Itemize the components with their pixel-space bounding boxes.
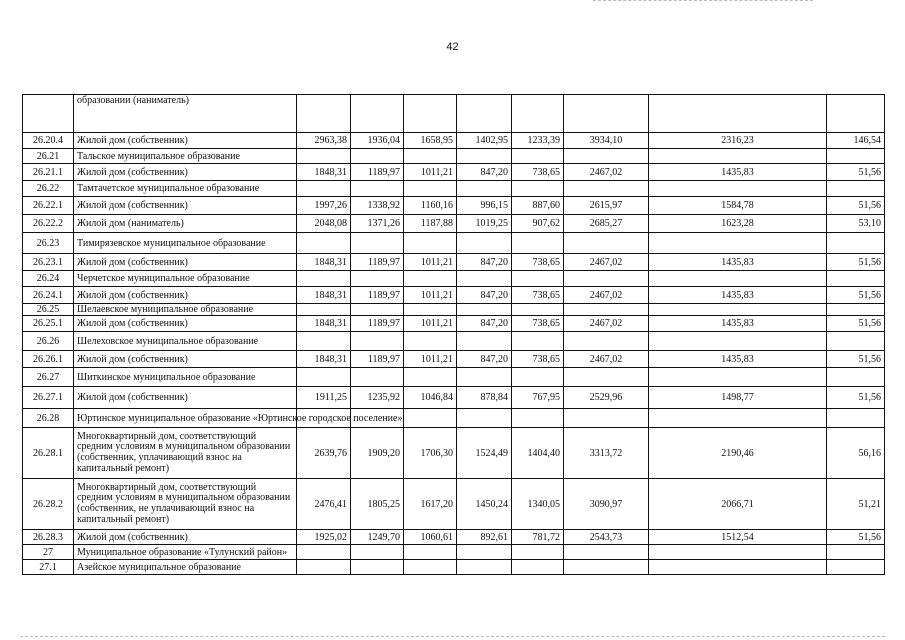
value-cell <box>649 545 827 560</box>
municipality-row <box>23 149 885 164</box>
value-cell: 1189,97 <box>351 316 404 332</box>
value-cell <box>404 332 457 351</box>
value-cell: 1011,21 <box>404 164 457 181</box>
value-cell: 1160,16 <box>404 197 457 215</box>
value-cell: 1524,49 <box>457 428 512 479</box>
row-name: Жилой дом (наниматель) <box>74 215 297 233</box>
row-code: 26.21.1 <box>23 164 74 181</box>
value-cell: 3934,10 <box>564 133 649 149</box>
value-cell: 2467,02 <box>564 351 649 368</box>
value-cell: 1404,40 <box>512 428 564 479</box>
row-name: Муниципальное образование «Тулунский район» <box>74 545 297 560</box>
value-cell: 51,56 <box>827 164 885 181</box>
value-cell <box>512 271 564 287</box>
value-cell: 2529,96 <box>564 387 649 409</box>
scan-edge-top <box>593 0 813 2</box>
value-cell <box>457 560 512 575</box>
value-cell <box>649 368 827 387</box>
row-name: Жилой дом (собственник) <box>74 254 297 271</box>
value-cell: 887,60 <box>512 197 564 215</box>
value-cell <box>297 181 351 197</box>
table-row <box>23 428 885 479</box>
value-cell: 847,20 <box>457 316 512 332</box>
value-cell: 738,65 <box>512 254 564 271</box>
scan-edge-bottom <box>20 636 885 638</box>
value-cell <box>827 181 885 197</box>
value-cell <box>564 368 649 387</box>
value-cell: 1338,92 <box>351 197 404 215</box>
value-cell <box>297 233 351 254</box>
value-cell <box>404 560 457 575</box>
value-cell: 51,56 <box>827 197 885 215</box>
row-name: Шиткинское муниципальное образование <box>74 368 297 387</box>
row-name: Юртинское муниципальное образование «Юртинское городское поселение» <box>74 409 297 428</box>
value-cell <box>404 149 457 164</box>
value-cell: 781,72 <box>512 530 564 545</box>
value-cell: 1011,21 <box>404 287 457 304</box>
row-name: Тамтачетское муниципальное образование <box>74 181 297 197</box>
value-cell: 2476,41 <box>297 479 351 530</box>
table-row <box>23 197 885 215</box>
value-cell <box>827 332 885 351</box>
value-cell <box>564 332 649 351</box>
row-name: Жилой дом (собственник) <box>74 133 297 149</box>
value-cell: 1019,25 <box>457 215 512 233</box>
value-cell <box>649 409 827 428</box>
value-cell: 51,56 <box>827 254 885 271</box>
value-cell <box>827 233 885 254</box>
tariff-table <box>22 94 885 575</box>
value-cell: 1997,26 <box>297 197 351 215</box>
value-cell: 996,15 <box>457 197 512 215</box>
value-cell: 1435,83 <box>649 287 827 304</box>
value-cell: 1189,97 <box>351 351 404 368</box>
table-row <box>23 95 885 133</box>
value-cell: 2066,71 <box>649 479 827 530</box>
value-cell <box>512 368 564 387</box>
value-cell <box>457 368 512 387</box>
row-code: 26.22.2 <box>23 215 74 233</box>
row-name: Жилой дом (собственник) <box>74 164 297 181</box>
value-cell: 1011,21 <box>404 316 457 332</box>
value-cell: 2639,76 <box>297 428 351 479</box>
row-name: Жилой дом (собственник) <box>74 287 297 304</box>
value-cell <box>564 271 649 287</box>
value-cell <box>351 332 404 351</box>
value-cell: 847,20 <box>457 287 512 304</box>
row-code: 26.26.1 <box>23 351 74 368</box>
row-code: 26.24 <box>23 271 74 287</box>
value-cell: 1617,20 <box>404 479 457 530</box>
value-cell <box>649 233 827 254</box>
value-cell <box>297 149 351 164</box>
value-cell: 1060,61 <box>404 530 457 545</box>
value-cell <box>351 271 404 287</box>
row-code: 26.22 <box>23 181 74 197</box>
value-cell: 1435,83 <box>649 316 827 332</box>
row-code: 27 <box>23 545 74 560</box>
table-row <box>23 287 885 304</box>
value-cell: 738,65 <box>512 316 564 332</box>
value-cell: 2467,02 <box>564 164 649 181</box>
value-cell: 53,10 <box>827 215 885 233</box>
value-cell <box>564 181 649 197</box>
value-cell: 738,65 <box>512 164 564 181</box>
value-cell <box>564 304 649 316</box>
value-cell <box>404 368 457 387</box>
value-cell: 878,84 <box>457 387 512 409</box>
value-cell: 1623,28 <box>649 215 827 233</box>
value-cell <box>351 304 404 316</box>
value-cell <box>297 271 351 287</box>
table-row <box>23 164 885 181</box>
value-cell <box>827 409 885 428</box>
municipality-row <box>23 545 885 560</box>
value-cell: 2963,38 <box>297 133 351 149</box>
value-cell <box>457 271 512 287</box>
value-cell <box>512 233 564 254</box>
value-cell: 2467,02 <box>564 287 649 304</box>
page-number: 42 <box>446 41 459 53</box>
value-cell <box>827 368 885 387</box>
value-cell <box>564 409 649 428</box>
value-cell <box>512 95 564 133</box>
municipality-row <box>23 304 885 316</box>
row-name: Черчетское муниципальное образование <box>74 271 297 287</box>
value-cell <box>351 181 404 197</box>
value-cell: 51,56 <box>827 530 885 545</box>
value-cell: 2316,23 <box>649 133 827 149</box>
value-cell <box>297 95 351 133</box>
value-cell: 1402,95 <box>457 133 512 149</box>
value-cell: 1584,78 <box>649 197 827 215</box>
value-cell: 1187,88 <box>404 215 457 233</box>
row-name: Тимирязевское муниципальное образование <box>74 233 297 254</box>
municipality-row <box>23 332 885 351</box>
value-cell <box>512 332 564 351</box>
value-cell: 1848,31 <box>297 287 351 304</box>
municipality-row <box>23 409 885 428</box>
value-cell: 1498,77 <box>649 387 827 409</box>
value-cell: 1911,25 <box>297 387 351 409</box>
value-cell: 1435,83 <box>649 164 827 181</box>
table-row <box>23 479 885 530</box>
value-cell: 847,20 <box>457 254 512 271</box>
value-cell <box>404 304 457 316</box>
value-cell: 1848,31 <box>297 254 351 271</box>
value-cell: 1512,54 <box>649 530 827 545</box>
value-cell <box>512 560 564 575</box>
value-cell: 51,56 <box>827 287 885 304</box>
row-name: Жилой дом (собственник) <box>74 316 297 332</box>
value-cell: 892,61 <box>457 530 512 545</box>
municipality-row <box>23 181 885 197</box>
value-cell: 1011,21 <box>404 351 457 368</box>
row-code: 26.25.1 <box>23 316 74 332</box>
row-code: 26.20.4 <box>23 133 74 149</box>
value-cell <box>827 149 885 164</box>
value-cell: 56,16 <box>827 428 885 479</box>
row-code: 26.25 <box>23 304 74 316</box>
value-cell: 1249,70 <box>351 530 404 545</box>
table-row <box>23 530 885 545</box>
value-cell: 1435,83 <box>649 254 827 271</box>
value-cell <box>457 95 512 133</box>
row-code: 26.23 <box>23 233 74 254</box>
row-code: 27.1 <box>23 560 74 575</box>
value-cell: 51,56 <box>827 316 885 332</box>
table-row <box>23 387 885 409</box>
row-name: Шелеховское муниципальное образование <box>74 332 297 351</box>
value-cell: 1805,25 <box>351 479 404 530</box>
municipality-row <box>23 368 885 387</box>
municipality-row <box>23 233 885 254</box>
value-cell <box>351 149 404 164</box>
value-cell: 1011,21 <box>404 254 457 271</box>
value-cell <box>827 560 885 575</box>
row-name: Жилой дом (собственник) <box>74 530 297 545</box>
value-cell <box>649 332 827 351</box>
table-row <box>23 351 885 368</box>
row-code: 26.27 <box>23 368 74 387</box>
municipality-row <box>23 560 885 575</box>
value-cell: 2685,27 <box>564 215 649 233</box>
value-cell <box>512 149 564 164</box>
value-cell: 847,20 <box>457 164 512 181</box>
value-cell: 1848,31 <box>297 164 351 181</box>
value-cell <box>351 95 404 133</box>
value-cell: 1340,05 <box>512 479 564 530</box>
value-cell: 1848,31 <box>297 351 351 368</box>
value-cell: 1658,95 <box>404 133 457 149</box>
row-name: Азейское муниципальное образование <box>74 560 297 575</box>
value-cell <box>649 95 827 133</box>
value-cell <box>457 233 512 254</box>
value-cell <box>827 304 885 316</box>
value-cell <box>649 149 827 164</box>
value-cell: 3090,97 <box>564 479 649 530</box>
value-cell: 1371,26 <box>351 215 404 233</box>
value-cell: 1848,31 <box>297 316 351 332</box>
value-cell: 2467,02 <box>564 254 649 271</box>
value-cell <box>827 95 885 133</box>
value-cell: 1936,04 <box>351 133 404 149</box>
value-cell <box>351 233 404 254</box>
row-name: Многоквартирный дом, соответствующий средним условиям в муниципальном образовании (собственник, уплачивающий взнос на капитальный ремонт) <box>74 428 297 479</box>
value-cell <box>457 149 512 164</box>
value-cell: 738,65 <box>512 287 564 304</box>
value-cell: 1189,97 <box>351 254 404 271</box>
row-name: Тальское муниципальное образование <box>74 149 297 164</box>
value-cell: 146,54 <box>827 133 885 149</box>
value-cell <box>512 545 564 560</box>
table-row <box>23 316 885 332</box>
value-cell <box>512 409 564 428</box>
value-cell <box>649 271 827 287</box>
row-name: Жилой дом (собственник) <box>74 351 297 368</box>
value-cell <box>564 560 649 575</box>
value-cell <box>457 545 512 560</box>
row-code: 26.24.1 <box>23 287 74 304</box>
value-cell: 2543,73 <box>564 530 649 545</box>
row-name: Шелаевское муниципальное образование <box>74 304 297 316</box>
value-cell: 847,20 <box>457 351 512 368</box>
value-cell <box>649 181 827 197</box>
table-row <box>23 133 885 149</box>
row-code: 26.28.2 <box>23 479 74 530</box>
value-cell: 1189,97 <box>351 164 404 181</box>
value-cell: 1046,84 <box>404 387 457 409</box>
row-code: 26.21 <box>23 149 74 164</box>
row-name: Жилой дом (собственник) <box>74 387 297 409</box>
value-cell: 51,21 <box>827 479 885 530</box>
row-code: 26.28.1 <box>23 428 74 479</box>
value-cell: 3313,72 <box>564 428 649 479</box>
value-cell <box>404 181 457 197</box>
value-cell: 2467,02 <box>564 316 649 332</box>
municipality-row <box>23 271 885 287</box>
value-cell <box>827 271 885 287</box>
value-cell <box>297 545 351 560</box>
value-cell <box>457 181 512 197</box>
row-code: 26.27.1 <box>23 387 74 409</box>
value-cell: 2615,97 <box>564 197 649 215</box>
value-cell <box>404 95 457 133</box>
value-cell <box>564 545 649 560</box>
row-code: 26.26 <box>23 332 74 351</box>
value-cell: 51,56 <box>827 351 885 368</box>
value-cell: 1233,39 <box>512 133 564 149</box>
row-name: Многоквартирный дом, соответствующий средним условиям в муниципальном образовании (собственник, не уплачивающий взнос на капитальный ремонт) <box>74 479 297 530</box>
table-row <box>23 215 885 233</box>
value-cell <box>351 560 404 575</box>
row-code <box>23 95 74 133</box>
row-code: 26.28.3 <box>23 530 74 545</box>
value-cell: 1925,02 <box>297 530 351 545</box>
value-cell: 51,56 <box>827 387 885 409</box>
value-cell <box>564 233 649 254</box>
value-cell <box>404 409 457 428</box>
value-cell <box>457 409 512 428</box>
value-cell <box>512 304 564 316</box>
row-code: 26.22.1 <box>23 197 74 215</box>
value-cell <box>512 181 564 197</box>
value-cell: 1706,30 <box>404 428 457 479</box>
value-cell <box>649 560 827 575</box>
value-cell: 738,65 <box>512 351 564 368</box>
row-code: 26.28 <box>23 409 74 428</box>
value-cell <box>457 304 512 316</box>
value-cell: 1235,92 <box>351 387 404 409</box>
row-name: образовании (наниматель) <box>74 95 297 133</box>
row-code: 26.23.1 <box>23 254 74 271</box>
value-cell <box>297 368 351 387</box>
value-cell: 2190,46 <box>649 428 827 479</box>
value-cell <box>564 95 649 133</box>
value-cell <box>404 545 457 560</box>
value-cell <box>457 332 512 351</box>
value-cell <box>564 149 649 164</box>
value-cell: 1450,24 <box>457 479 512 530</box>
value-cell: 1909,20 <box>351 428 404 479</box>
value-cell <box>827 545 885 560</box>
value-cell <box>297 332 351 351</box>
value-cell: 767,95 <box>512 387 564 409</box>
value-cell <box>297 304 351 316</box>
value-cell <box>404 233 457 254</box>
value-cell: 1189,97 <box>351 287 404 304</box>
value-cell: 1435,83 <box>649 351 827 368</box>
value-cell <box>649 304 827 316</box>
value-cell <box>351 545 404 560</box>
value-cell: 2048,08 <box>297 215 351 233</box>
value-cell <box>404 271 457 287</box>
table-row <box>23 254 885 271</box>
value-cell <box>351 368 404 387</box>
value-cell: 907,62 <box>512 215 564 233</box>
row-name: Жилой дом (собственник) <box>74 197 297 215</box>
value-cell <box>297 560 351 575</box>
